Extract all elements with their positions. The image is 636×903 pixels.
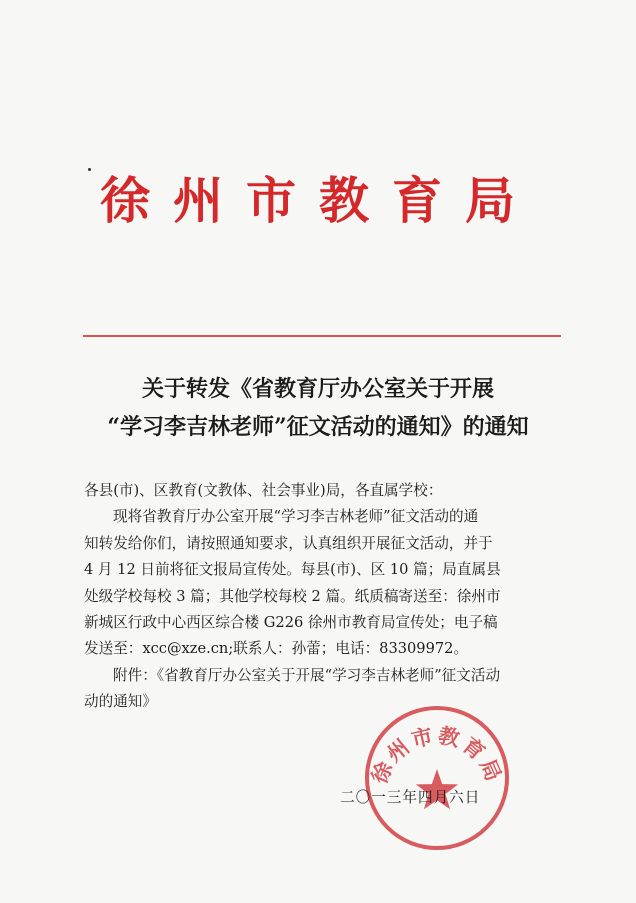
document-body [84,478,558,716]
official-seal-stamp [362,703,512,853]
body-line: 知转发给你们，请按照通知要求，认真组织开展征文活动，并于 [84,534,493,552]
attachment-line: 动的通知》 [84,693,157,711]
title-line-1: 关于转发《省教育厅办公室关于开展 [141,376,494,402]
addressee: 各县(市)、区教育(文教体、社会事业)局，各直属学校： [84,482,443,499]
document-title [60,370,576,446]
issuer-header: 徐州市教育局 [100,171,538,230]
body-line: 4 月 12 日前将征文报局宣传处。每县(市)、区 10 篇；局直属县 [84,561,501,579]
body-line: 发送至：xcc@xze.cn;联系人：孙蕾；电话：83309972。 [84,640,469,658]
body-line: 现将省教育厅办公室开展“学习李吉林老师”征文活动的通 [113,508,479,526]
issue-date: 二〇一三年四月六日 [340,789,481,806]
svg-text:徐州市教育局: 徐州市教育局 [366,722,508,788]
title-line-2: “学习李吉林老师”征文活动的通知》的通知 [107,414,529,440]
body-line: 处级学校每校 3 篇；其他学校每校 2 篇。纸质稿寄送至：徐州市 [84,587,501,605]
seal-graphic [362,703,512,853]
body-line: 新城区行政中心西区综合楼 G226 徐州市教育局宣传处；电子稿 [84,614,498,632]
attachment-line: 附件：《省教育厅办公室关于开展“学习李吉林老师”征文活动 [113,666,501,684]
red-header-rule [83,335,561,337]
